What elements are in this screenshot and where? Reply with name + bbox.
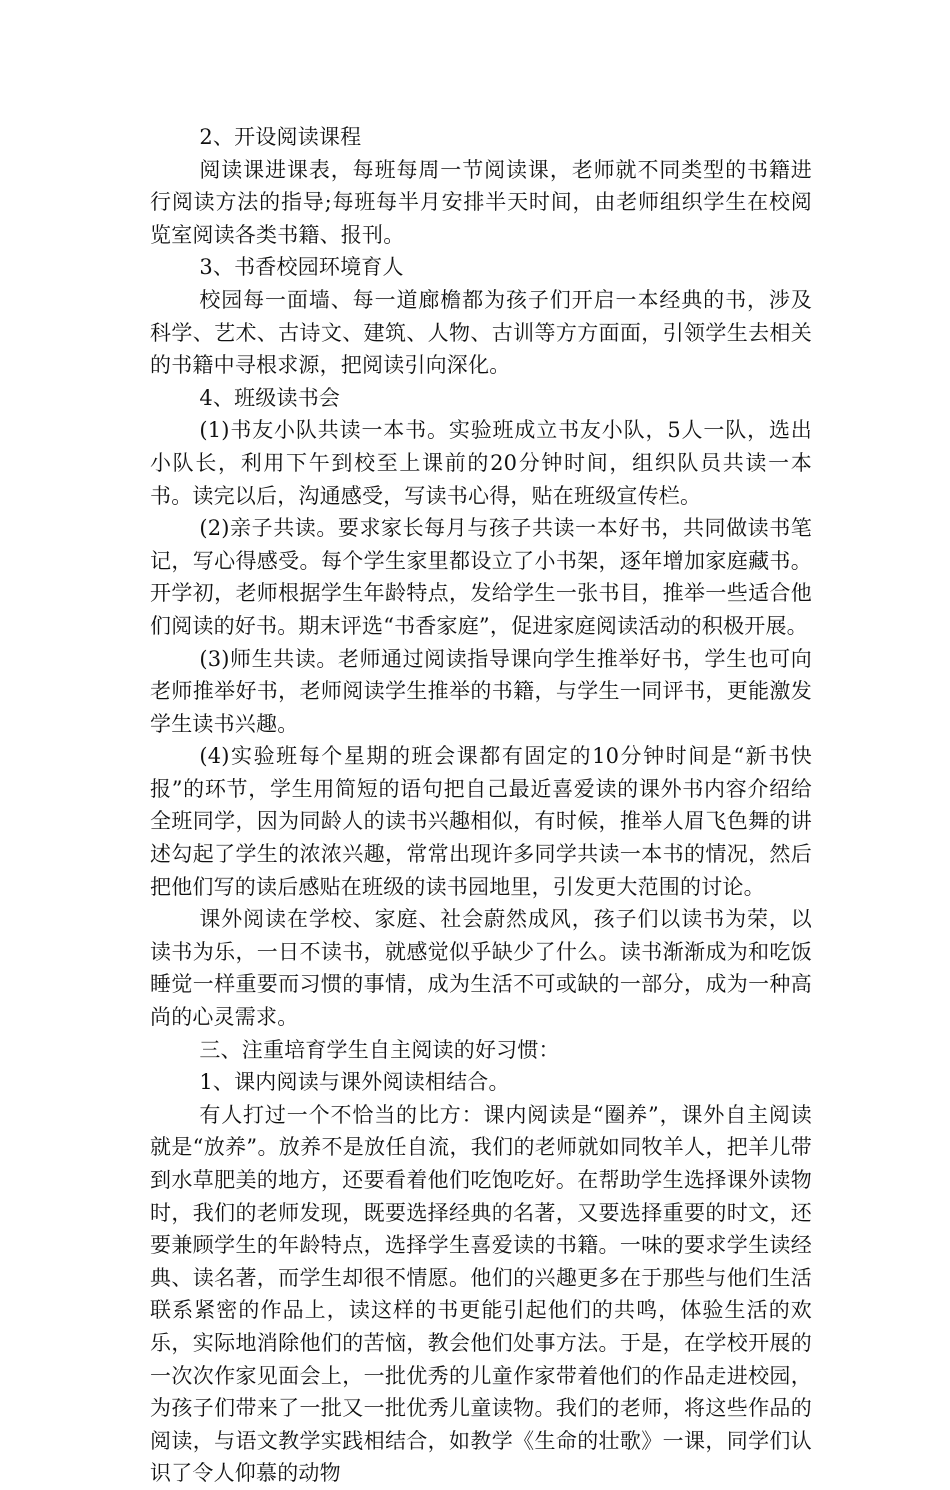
section-heading-autonomous-reading: 三、注重培育学生自主阅读的好习惯： [199,1037,560,1062]
section-heading-class-book-club: 4、班级读书会 [199,385,341,410]
document-body [150,121,812,1490]
paragraph-campus-environment: 校园每一面墙、每一道廊檐都为孩子们开启一本经典的书，涉及科学、艺术、古诗文、建筑、人物、古训等方方面面，引领学生去相关的书籍中寻根求源，把阅读引向深化。 [150,287,812,378]
section-heading-reading-course: 2、开设阅读课程 [199,125,362,149]
paragraph-book-club-item-3: (3)师生共读。老师通过阅读指导课向学生推举好书，学生也可向老师推举好书，老师阅读学生推举的书籍，与学生一同评书，更能激发学生读书兴趣。 [150,646,812,736]
paragraph-reading-course: 阅读课进课表，每班每周一节阅读课，老师就不同类型的书籍进行阅读方法的指导;每班每半月安排半天时间，由老师组织学生在校阅览室阅读各类书籍、报刊。 [150,157,812,247]
section-heading-in-and-out-class: 1、课内阅读与课外阅读相结合。 [199,1070,510,1095]
section-heading-campus-environment: 3、书香校园环境育人 [199,255,404,280]
paragraph-book-club-item-2: (2)亲子共读。要求家长每月与孩子共读一本好书，共同做读书笔记，写心得感受。每个学生家里都设立了小书架，逐年增加家庭藏书。开学初，老师根据学生年龄特点，发给学生一张书目，推举一些适合他们阅读的好书。期末评选“书香家庭”，促进家庭阅读活动的积极开展。 [150,516,812,638]
paragraph-book-club-item-1: (1)书友小队共读一本书。实验班成立书友小队，5人一队，选出小队长，利用下午到校至上课前的20分钟时间，组织队员共读一本书。读完以后，沟通感受，写读书心得，贴在班级宣传栏。 [150,418,812,508]
paragraph-in-and-out-class: 有人打过一个不恰当的比方：课内阅读是“圈养”，课外自主阅读就是“放养”。放养不是放任自流，我们的老师就如同牧羊人，把羊儿带到水草肥美的地方，还要看着他们吃饱吃好。在帮助学生选择课外读物时，我们的老师发现，既要选择经典的名著，又要选择重要的时文，还要兼顾学生的年龄特点，选择学生喜爱读的书籍。一味的要求学生读经典、读名著，而学生却很不情愿。他们的兴趣更多在于那些与他们生活联系紧密的作品上，读这样的书更能引起他们的共鸣，体验生活的欢乐，实际地消除他们的苦恼，教会他们处事方法。于是，在学校开展的一次次作家见面会上，一批优秀的儿童作家带着他们的作品走进校园，为孩子们带来了一批又一批优秀儿童读物。我们的老师，将这些作品的阅读，与语文教学实践相结合，如教学《生命的壮歌》一课，同学们认识了令人仰慕的动物 [150,1102,812,1486]
paragraph-book-club-item-4: (4)实验班每个星期的班会课都有固定的10分钟时间是“新书快报”的环节，学生用简短的语句把自己最近喜爱读的课外书内容介绍给全班同学，因为同龄人的读书兴趣相似，有时候，推举人眉飞色舞的讲述勾起了学生的浓浓兴趣，常常出现许多同学共读一本书的情况，然后把他们写的读后感贴在班级的读书园地里，引发更大范围的讨论。 [150,744,812,899]
paragraph-reading-culture: 课外阅读在学校、家庭、社会蔚然成风，孩子们以读书为荣，以读书为乐，一日不读书，就感觉似乎缺少了什么。读书渐渐成为和吃饭睡觉一样重要而习惯的事情，成为生活不可或缺的一部分，成为一种高尚的心灵需求。 [150,907,812,1030]
